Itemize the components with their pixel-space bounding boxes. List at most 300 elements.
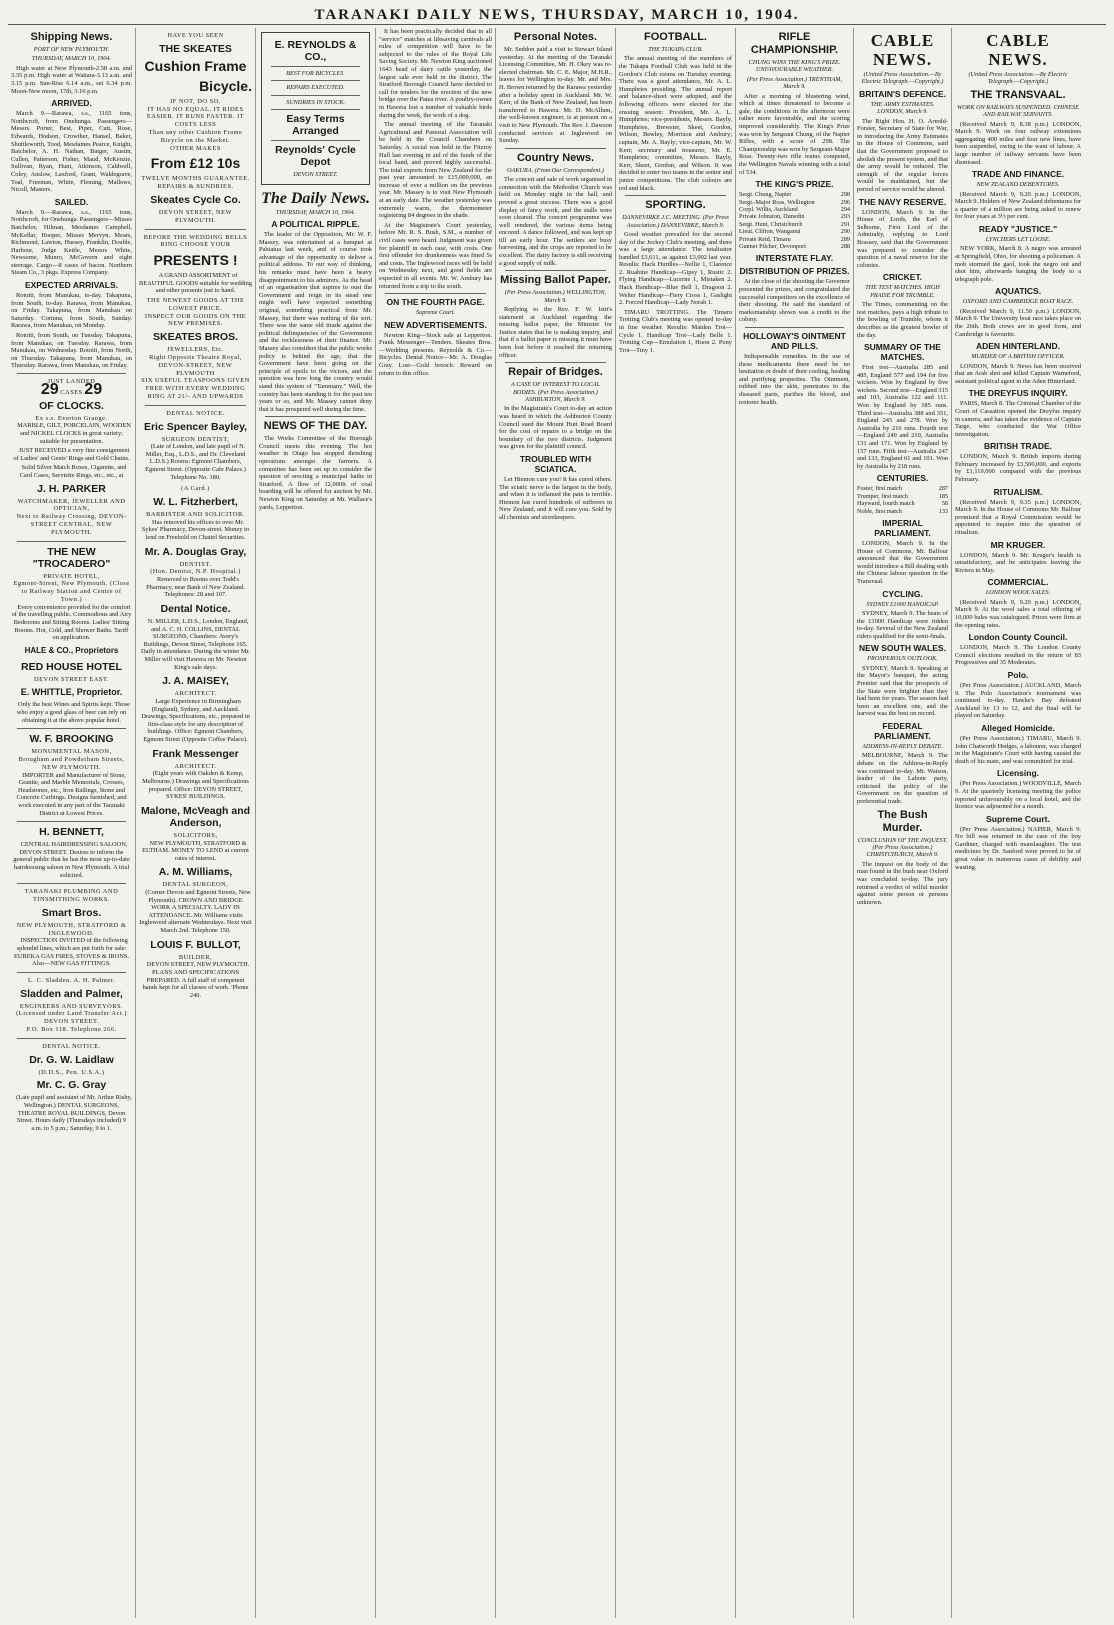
best-for-bicycles: BEST FOR BICYCLES. (286, 70, 345, 77)
whittle-name: E. WHITTLE, Proprietor. (20, 687, 123, 698)
clocks-heading: OF CLOCKS. (39, 399, 104, 412)
british-trade-heading: BRITISH TRADE. (984, 441, 1052, 452)
hale-proprietors: HALE & CO., Proprietors (24, 645, 119, 655)
skeates-bros-address: Right Opposite Theatre Royal, DEVON-STREET, NEW PLYMOUTH (149, 353, 242, 377)
divider (271, 140, 360, 141)
scores-body (739, 191, 850, 250)
rifle-heading: RIFLE CHAMPIONSHIP. (750, 31, 839, 56)
supreme-court-heading: Supreme Court. (986, 813, 1050, 824)
guarantee: TWELVE MONTHS GUARANTEE. (141, 175, 250, 183)
divider (17, 883, 126, 884)
brooking-trade: MONUMENTAL MASON, (31, 748, 112, 756)
other-makes: OTHER MAKES (170, 144, 221, 152)
red-house-ad (11, 661, 132, 725)
gray-text: (Late pupil and assistant of Mr. Arthur Rishy, Wellington.) DENTAL SURGEONS, THEATRE ROYAL BUILDINGS, Devon Street. Hours daily (Thursdays included) 9 a.m. to 5 p.m.; Saturday, 9 to 1. (16, 1094, 132, 1132)
table-cell-score: 294 (840, 205, 850, 213)
skeates-title: THE SKEATES (159, 42, 232, 55)
bullot-name: LOUIS F. BULLOT, (150, 938, 241, 951)
transvaal-text: (Received March 9, 8.38 p.m.) LONDON, March 9. Work on four railway extensions aggregating 400 miles and four new lines, have been suspended, owing to the want of labour. A large number of railway servants have been dismissed. (955, 120, 1081, 166)
hotel-text: Every convenience provided for the comfort of the travelling public. Commodious and Airy Bedrooms and Sitting Rooms. Ladies' Sitting Rooms. Hot, Cold, and Shower Baths. Tariff on application. (11, 603, 132, 642)
leader-text: The leader of the Opposition, Mr. W. F. Massey, was entertained at a banquet at Pahiatua last week, and of course took advantage of the opportunity to deliver a political address. To our way of thinking, his remarks must have been a heavy disappointment to his admirers. As the head of an organisation that aspires to oust the Government and reign in its stead one might well have expected something original, something practical from Mr. Massey, but there was nothing of the sort. There was the same old tirade against the political delinquencies of the Government and the recklessness of their finance. Mr. Massey also considers that the public works policy is behind the age, that the Government have been going on the principle of spoils to the victors, and the question was how long the country would stand this system of "Tammany." Well, the country has been standing it for the past ten years or so, and Mr. Massey cannot deny that it has prospered well during the time. (259, 231, 372, 413)
rifle-text: After a morning of blustering wind, which at times threatened to become a gale, the conditions in the afternoon were rather more favourable, and the scoring improved considerably. The King's Prize was won by Sergeant Chung, of the Napier Rifles, with a score of 298. The Championship was won by Sergeant-Major Ross. Twenty-two rifle teams competed, the Wellington Navals winning with a total of 534. (739, 92, 850, 176)
smart-bros-text: INSPECTION INVITED of the following splendid lines, which are put forth for sale: EUREKA GAS FIRES, STOVES & IRONS. Also—NEW GAS FITTINGS. (13, 937, 130, 968)
score-row (739, 213, 850, 220)
sladden-telephone: P.O. Box 118. Telephone 266. (26, 1025, 117, 1033)
messenger-text: (Eight years with Oakden & Kemp, Melbourne.) Drawings and Specifications prepared. Office: DEVON STREET, SYKES' BUILDINGS. (142, 770, 249, 801)
defence-sub: THE ARMY ESTIMATES. LONDON, March 9. (870, 100, 935, 116)
distribution-text: At the close of the shooting the Governor presented the prizes, and congratulated the successful competitors on the excellence of their shooting. He said the standard of marksmanship shown was a credit to the colony. (739, 278, 850, 324)
cycling-text: SYDNEY, March 9. The heats of the £1000 Handicap were ridden to-day. Several of the New Zealand riders qualified for the semi-finals. (857, 610, 948, 640)
bush-murder-sub: CONCLUSION OF THE INQUEST. (Per Press Association.) CHRISTCHURCH, March 9. (857, 836, 948, 859)
skeates-bros-trade: JEWELLERS, Etc. (167, 346, 224, 354)
shipping-date: THURSDAY, MARCH 10, 1904. (31, 55, 112, 63)
ballot-text: Replying to the Rev. F. W. Isitt's statement at Auckland regarding the missing ballot paper, the Minister for Justice states that he is making inquiry, and that if a ballot paper is missing it must have been lost before it reached the returning officer. (499, 306, 612, 359)
malone-text: NEW PLYMOUTH, STRATFORD & ELTHAM. MONEY TO LEND at current rates of interest. (142, 839, 249, 862)
cable-news-heading-2: CABLE NEWS. (986, 31, 1050, 69)
table-cell-name: Gunner Pilcher, Devonport (739, 243, 806, 250)
plumbing-heading: TARANAKI PLUMBING AND TINSMITHING WORKS. (24, 888, 119, 903)
parker-address: Next to Railway Crossing, DEVON-STREET CENTRAL, NEW PLYMOUTH. (16, 513, 127, 536)
claims: IT HAS NO EQUAL. IT RIDES EASIER. IT RUNS FASTER. IT COSTS LESS (146, 105, 245, 129)
lcc-text: LONDON, March 9. The London County Council elections resulted in the return of 83 Progressives and 35 Moderates. (955, 644, 1081, 667)
grand-text: A GRAND ASSORTMENT of BEAUTIFUL GOODS suitable for wedding and other presents just to hand. (139, 272, 253, 295)
polo-heading: Polo. (1007, 669, 1029, 680)
table-cell-name: Hayward, fourth match (857, 500, 915, 508)
licensing-text: (Per Press Association.) WOODVILLE, March 9. At the quarterly licensing meeting the police reported unfavourably on a local hotel, and the licence was adjourned for a month. (955, 780, 1081, 811)
divider (271, 80, 360, 81)
country-news-text: The concert and sale of work organised in connection with the Methodist Church was held on Monday night in the hall, and proved a great success. There was a good display of fancy work, and the stalls were soon cleared. The concert programme was well rendered, the various items being encored. A dance followed, and was kept up till an early hour. The settlers are busy harvesting, and the crops are reported to be excellent. The dairy factory is still receiving a good supply of milk. (499, 176, 612, 267)
navy-text: LONDON, March 9. In the House of Lords, the Earl of Selborne, First Lord of the Admiralty, replying to Lord Brassey, said that the Government was prepared to consider the question of a naval reserve for the colonies. (857, 208, 948, 269)
cushion-frame: Cushion Frame (144, 57, 247, 74)
red-house-name: RED HOUSE HOTEL (21, 660, 122, 673)
smart-bros-name: Smart Bros. (41, 906, 102, 919)
divider (505, 362, 606, 363)
holloway-text: Indispensable remedies. In the use of these medicaments there need be no hesitation or doubt of their cooling, healing and purifying properties. The Ointment, rubbed into the skin, penetrates to the diseased parts, purifies the blood, and restores health. (739, 352, 850, 406)
table-cell-score: 298 (840, 191, 850, 199)
trocadero-ad (11, 546, 132, 657)
table-cell-name: Private Johnston, Dunedin (739, 213, 805, 221)
divider (145, 229, 246, 230)
brooking-text: IMPORTER and Manufacturer of Stone, Granite, and Marble Memorials, Crosses, Headstones, etc., Iron Railings, Stone and Concrete Curbings. Designs furnished, and work executed in any part of the Taranaki District at Lowest Prices. (16, 771, 127, 817)
malone-name: Malone, McVeagh and Anderson, (140, 804, 251, 829)
sladden-trade: ENGINEERS AND SURVEYORS. (19, 1002, 124, 1010)
column-6 (616, 28, 736, 1618)
inspect-goods: INSPECT OUR GOODS ON THE NEW PREMISES. (144, 312, 247, 328)
supreme-court-text: (Per Press Association.) NAPIER, March 9. No bill was returned in the case of the boy Gardiner, charged with manslaughter. The test medicines by Dr. Sanford were proved to be of great value in numerous cases of debility and wasting. (955, 825, 1081, 871)
teaspoons-offer: SIX USEFUL TEASPOONS GIVEN FREE WITH EVERY WEDDING RING AT 21/- AND UPWARDS (141, 377, 250, 400)
divider (265, 416, 366, 417)
centuries-heading: CENTURIES. (876, 473, 929, 484)
table-cell-name: Private Reid, Timaru (739, 235, 791, 243)
sladden-ad (11, 977, 132, 1034)
table-cell-score: 288 (840, 243, 850, 250)
bayley-ad (139, 410, 252, 482)
just-landed: JUST LANDED (47, 378, 96, 385)
homicide-heading: Alleged Homicide. (981, 722, 1055, 733)
federal-text: MELBOURNE, March 9. The debate on the Address-in-Reply was continued to-day. Mr. Watson, leader of the Labour party, criticised the policy of the Government on the question of preferential trade. (857, 752, 948, 805)
brooking-name: W. F. BROOKING (29, 733, 114, 746)
sporting-text: Good weather prevailed for the second day of the Jockey Club's meeting, and there was a large attendance. The totalisator handled £3,611, as against £3,002 last year. Results: Hack Hurdles—Nellie 1, Clarence 2. Ruahine Handicap—Gipsy 1, Rustic 2. Flying Handicap—Lucerne 1, Mistaken 2. Hack Handicap—Blue Bell 1, Dragoon 2. Welter Handicap—Fiery Cross 1, Gaslight 2. Forced Handicap—Lady Norah 1. (619, 230, 732, 307)
maisey-ad (139, 675, 252, 743)
kruger-text: LONDON, March 9. Mr. Kruger's health is unsatisfactory, and he anticipates leaving the Riviera in May. (955, 551, 1081, 574)
sporting-sub: DANNEVIRKE J.C. MEETING. (Per Press Association.) DANNEVIRKE, March 9. (622, 214, 729, 229)
sciatica-heading: TROUBLED WITH SCIATICA. (519, 454, 592, 474)
score-row (739, 206, 850, 213)
cricket-text: The Times, commenting on the test matches, pays a high tribute to the bowling of Trumble, whom it describes as the greatest bowler of the day. (857, 301, 948, 339)
cases-number: 29 (40, 380, 59, 398)
expected-text: Rotoiti, from Manukau, to-day. Takapuna, from South, to-day. Rarawa, from Manukau, on Friday. Takapuna, from Manukau on Saturday. Corinna, from South, Sunday. Rarawa, from Manukau, on Monday. (11, 292, 132, 330)
news-of-the-day-heading: NEWS OF THE DAY. (263, 420, 368, 433)
williams-text: (Corner Devon and Egmont Streets, New Plymouth). CROWN AND BRIDGE WORK A SPECIALTY. LADY IN ATTENDANCE. Mr. Williams visits Inglewood alternate Wednesdays. Next visit March 2nd. Telephone 150. (139, 889, 252, 935)
whittle-text: Only the best Wines and Spirits kept. Those who enjoy a good glass of beer can rely on obtaining it at the above popular hotel. (16, 701, 131, 724)
aden-text: LONDON, March 9. News has been received that an Arab shot and killed Captain Warneford, assistant political agent in the Aden Hinterland. (955, 362, 1081, 385)
licensing-heading: Licensing. (996, 768, 1040, 779)
country-news-sub: OAKURA. (From Our Correspondent.) (507, 166, 604, 174)
douglas-gray-name: Mr. A. Douglas Gray, (144, 545, 247, 558)
dental-notice: DENTAL NOTICE. (42, 1042, 101, 1050)
column-5 (496, 28, 616, 1618)
clocks-sub: Ex s.s. Everton Grange. (35, 414, 108, 422)
football-sub: THE TUKAPA CLUB. (648, 46, 703, 53)
new-ads-text: Newton King—Stock sale at Lepperton. Frank Messenger—Tenders. Skeates Bros.—Wedding presents. Reynolds & Co.—Bicycles. Dental Notice—Mr. A. Douglas Gray. Lost—Gold brooch. Reward on return to this office. (379, 331, 492, 377)
rifle-location: (Per Press Association.) TRENTHAM, March 9. (746, 75, 843, 91)
divider (145, 405, 246, 406)
table-cell-score: 287 (938, 485, 948, 493)
federal-sub: ADDRESS-IN-REPLY DEBATE. (862, 742, 943, 750)
century-row (857, 493, 948, 500)
smart-bros-address: NEW PLYMOUTH, STRATFORD & INGLEWOOD. (16, 921, 127, 937)
bullot-text: DEVON STREET, NEW PLYMOUTH. PLANS AND SPECIFICATIONS PREPARED. A full staff of competent hands kept for all classes of work. 'Phone 240. (142, 961, 250, 999)
skeates-bros-name: SKEATES BROS. (153, 331, 238, 344)
fourth-page-sub: Supreme Court. (416, 309, 455, 317)
kruger-heading: MR KRUGER. (990, 539, 1046, 550)
skeates-cycle-name: Skeates Cycle Co. (150, 193, 241, 206)
arrived-heading: ARRIVED. (51, 98, 92, 109)
skeates-question: HAVE YOU SEEN (167, 32, 224, 39)
consign-text: JUST RECEIVED a very fine consignment of Ladies' and Gents' Rings and Gold Chains. (13, 447, 130, 462)
aquatics-sub: OXFORD AND CAMBRIDGE BOAT RACE. (962, 298, 1074, 306)
williams-ad (139, 866, 252, 934)
divider (385, 293, 486, 294)
cable-news-sub-2: (United Press Association.—By Electric Telegraph.—Copyright.) (968, 71, 1068, 86)
score-row (739, 191, 850, 198)
gray-name: Mr. C. G. Gray (36, 1079, 107, 1092)
score-row (739, 221, 850, 228)
results-text: TIMARU TROTTING. The Timaru Trotting Club's meeting was opened to-day in fine weather. Results: Maiden Trot—Cycle 1. Handicap Trot—Lady Belle 1. Trotting Cup—Emulation 1, Huon 2. Pony Trot—Tiny 1. (619, 308, 732, 354)
brooking-address: Brougham and Powderham Streets, NEW PLYMOUTH. (18, 756, 125, 771)
nsw-sub: PROSPEROUS OUTLOOK. (867, 655, 938, 663)
century-row (857, 485, 948, 492)
summary-text: First test—Australia 285 and 485, England 577 and 194 for five wickets. Won by England by five wickets. Second test—England 315 and 103, Australia 122 and 111. Won by England by 185 runs. Third test—Australia 388 and 351, England 245 and 278. Won by Australia by 216 runs. Fourth test—England 249 and 210, Australia 131 and 171. Won by England by 157 runs. Fifth test—Australia 247 and 133, England 61 and 101. Won by Australia by 218 runs. (857, 364, 948, 470)
intro-text: It has been practically decided that in all "service" matches at lifesaving carnivals all rules of competition will have to be subjected to the rules of the Royal Life Saving Society. Mr. Newton King auctioned 1643 head of dairy cattle yesterday, the largest sale ever held in the district. The Stratford Borough Council have decided to call for tenders for the erection of the new bridge over the Patea river. A poultry-owner in Hawera lost a number of valuable birds during the week, the work of a dog. (379, 28, 493, 119)
cycle-depot: Reynolds' Cycle Depot (275, 144, 356, 169)
issue-date: THURSDAY, MARCH 10, 1904. (275, 208, 356, 216)
personal-notes-text: Mr. Seddon paid a visit to Stewart Island yesterday. At the meeting of the Taranaki Licensing Committee, Mr. H. Okey was re-elected chairman. Mr. C. E. Major, M.H.R., leaves for Wellington to-day. Mr. and Mrs. H. Brown returned by the Rarawa yesterday after a holiday spent in Auckland. Mr. W. Kerr, of the Bank of New Zealand, has been transferred to Hawera. Mr. D. McAllum, the well-known engineer, is at present on a visit to New Plymouth. The Rev. J. Dawson conducted services at Inglewood on Sunday. (499, 46, 612, 145)
trade-text: (Received March 9, 9.20 p.m.) LONDON, March 9. Holders of New Zealand debentures for a quarter of a million are being asked to renew for four years at 3½ per cent. (955, 190, 1081, 221)
table-cell-score: 185 (938, 492, 948, 500)
departures-text: Rotoiti, from South, on Tuesday. Takapuna, from Manukau, on Tuesday. Rarawa, from Manukau, on Wednesday. Rotoiti, from North, on Thursday. Takapuna, from Manukau, on Thursday. Rarawa, from Manukau, on Friday. (11, 332, 132, 370)
imperial-heading: IMPERIAL PARLIAMENT. (874, 518, 931, 539)
defence-heading: BRITAIN'S DEFENCE. (859, 88, 946, 99)
table-cell-name: Sergt. Chung, Napier (739, 191, 792, 199)
repairs-executed: REPAIRS EXECUTED. (286, 84, 345, 92)
ballot-heading: Missing Ballot Paper. (500, 274, 611, 287)
newest-goods: THE NEWEST GOODS AT THE LOWEST PRICE. (146, 296, 245, 312)
table-cell-name: Foster, first match (857, 485, 902, 493)
table-cell-name: Sergt. Hunt, Christchurch (739, 220, 803, 228)
malone-trade: SOLICITORS, (173, 831, 218, 839)
douglas-gray-qualification: (Hon. Dentist, N.P. Hospital.) (150, 568, 241, 576)
ballot-sub: (Per Press Association.) WELLINGTON, March 9. (504, 289, 607, 304)
lcc-heading: London County Council. (968, 632, 1068, 643)
sundries-in-stock: SUNDRIES IN STOCK. (286, 98, 345, 106)
score-row (739, 243, 850, 250)
fitzherbert-name: W. L. Fitzherbert, (153, 496, 238, 509)
bennett-name: H. BENNETT, (39, 826, 104, 839)
cycling-heading: CYCLING. (882, 588, 923, 599)
also-text: Solid Silver Match Boxes, Cigarette, and Card Cases, Serviette Rings, etc., etc., at (19, 464, 127, 479)
divider (271, 66, 360, 67)
table-cell-score: 58 (941, 500, 948, 508)
aden-heading: ADEN HINTERLAND. (975, 341, 1061, 352)
dental-notice-heading: Dental Notice. (160, 603, 231, 616)
red-house-address: DEVON STREET EAST. (34, 675, 109, 683)
table-cell-score: 289 (840, 235, 850, 243)
bicycle-word: Bicycle. (199, 77, 252, 94)
cable-news-heading: CABLE NEWS. (870, 31, 935, 69)
cricket-sub: THE TEST MATCHES. HIGH PRAISE FOR TRUMBLE. (865, 284, 940, 299)
douglas-gray-trade: DENTIST. (179, 560, 212, 568)
column-3 (256, 28, 376, 1618)
skeates-cushion-ad (139, 32, 252, 225)
malone-ad (139, 805, 252, 863)
cricket-heading: CRICKET. (882, 272, 923, 283)
arrived-text: March 9.—Rarawa, s.s., 1165 tons, Northcroft, from Onehunga. Passengers—Messrs. Porter, Best, Piper, Cutt, Rose, Edwards, Hodson, Crowther, Hansel, Baker, Shuttleworth, Tood, Mesdames Pearce, Knight, Batchelor, A. H. Nathan, Batger, Austin, Cullen, Patterson, Fisher, Maud, McKenzie, Sullivan, Ryan, Hunt, Atkinson, Caldwell, Coley, Anslow, Laxford, Grant, Waldegrave, Toal, Freeman, White, Fleming, Mallows, Nicoll, Masters. (11, 110, 132, 194)
table-cell-name: Noble, first match (857, 507, 902, 515)
new-ads-heading: NEW ADVERTISEMENTS. (384, 319, 487, 330)
football-text: The annual meeting of the members of the Tukapa Football Club was held in the Gordon's Club rooms on Tuesday evening. There was a good attendance, Mr. A. L. Humphries presiding. The annual report and balance-sheet were adopted, and the following officers were elected for the ensuing season: President, Mr. A. L. Humphries; vice-presidents, Messrs. Bayly, Humphries, Brewster, Skeet, Gordon, Wilson, Bewley, Morrison and Ambury; captain, Mr. A. Bayly; vice-captain, Mr. W. Kerr; secretary and treasurer, Mr. E. Humphries; committee, Messrs. Bayly, Kerr, Skeet, Gordon, and Wilson. It was decided to enter two teams in the senior and junior competitions. The club colours are red and black. (619, 55, 732, 192)
hotel-address: Egmont-Street, New Plymouth. (Close to Railway Station and Centre of Town.) (13, 580, 130, 603)
sporting-heading: SPORTING. (645, 199, 706, 212)
tides-text: High water at New Plymouth-2.58 a.m. and 3.35 p.m. High water at Waitara-3.13 a.m. and 3.15 p.m. Sun-Rise 6.14 a.m., set 6.34 p.m. Moon-New moon, 17th, 3.16 p.m. (11, 64, 132, 95)
parker-name: J. H. PARKER (37, 482, 106, 495)
divider (505, 270, 606, 271)
cable-news-sub: (United Press Association.—By Electric Telegraph.—Copyright.) (861, 71, 944, 86)
notes-text: The annual meeting of the Taranaki Agricultural and Pastoral Association will be held in the Council Chambers on Saturday. A social was held in the Fitzroy Hall last evening in aid of the funds of the local band, and proved highly successful. The total exports from New Zealand for the past year amounted to £15,000,000, an increase of over a million on the previous year. Mr. Massey is to visit New Plymouth at an early date. The weather yesterday was extremely warm, the thermometer registering 84 degrees in the shade. (379, 121, 492, 220)
scores-table (739, 191, 850, 250)
if-not: IF NOT, DO SO. (170, 97, 221, 105)
bridges-text: In the Magistrate's Court to-day an action was heard in which the Ashburton County Council sued the Mount Hutt Road Board for the cost of repairs to a bridge on the boundary of the two districts. Judgment was given for the plaintiff council. (499, 405, 612, 451)
hotel-sub: PRIVATE HOTEL, (43, 572, 100, 580)
leader-heading: A POLITICAL RIPPLE. (271, 219, 360, 230)
column-8 (854, 28, 952, 1618)
commercial-text: (Received March 9, 9.20 p.m.) LONDON, March 9. At the wool sales a total offering of 10,000 bales was catalogued. Prices were firm at the opening rates. (955, 598, 1081, 629)
column-9 (952, 28, 1084, 1618)
century-row (857, 500, 948, 507)
divider (625, 195, 726, 196)
presents-ad (139, 234, 252, 401)
bennett-ad (11, 826, 132, 879)
court-text: At the Magistrate's Court yesterday, before Mr. R. S. Bush, S.M., a number of civil cases were heard. Judgment was given for plaintiff in each case, with costs. One first offender for drunkenness was fined 5s and costs. The Inglewood races will be held on Wednesday next, and good fields are expected in all events. Mr. W. Ambury has returned from a trip to the south. (379, 221, 492, 290)
homicide-text: (Per Press Association.) TIMARU, March 9. John Chatworth Hedges, a labourer, was charged in the Magistrate's Court with having caused the death of his mate, and was committed for trial. (955, 734, 1081, 765)
bayley-trade: SURGEON DENTIST, (161, 435, 230, 443)
aden-sub: MURDER OF A BRITISH OFFICER. (971, 353, 1065, 361)
williams-name: A. M. Williams, (158, 866, 233, 879)
distribution-heading: DISTRIBUTION OF PRIZES. (739, 266, 850, 277)
messenger-ad (139, 748, 252, 801)
divider (745, 327, 844, 328)
ritualism-text: (Received March 9, 9.35 p.m.) LONDON, March 9. In the House of Commons Mr. Balfour promised that a Royal Commission would be appointed to inquire into the question of ritualism. (955, 498, 1081, 537)
messenger-name: Frank Messenger (152, 747, 239, 760)
bayley-name: Eric Spencer Bayley, (143, 420, 248, 433)
bush-murder-text: The inquest on the body of the man found in the bush near Oxford was concluded to-day. The jury returned a verdict of wilful murder against some person or persons unknown. (857, 860, 948, 906)
douglas-gray-text: Removed to Rooms over Todd's Pharmacy, near Bank of New Zealand. Telephones: 28 and 107. (146, 576, 245, 599)
nsw-text: SYDNEY, March 9. Speaking at the Mayor's banquet, the acting Premier said that the prospects of the State were brighter than they had been for years. The season had been an excellent one, and the harvest was the best on record. (857, 664, 948, 718)
messenger-trade: ARCHITECT. (174, 762, 217, 770)
laidlaw-name: Dr. G. W. Laidlaw (29, 1053, 114, 1066)
divider (17, 373, 126, 374)
transvaal-sub: WORK ON RAILWAYS SUSPENDED. CHINESE AND RAILWAY SERVANTS. (957, 103, 1079, 119)
maisey-trade: ARCHITECT. (174, 690, 217, 698)
polo-text: (Per Press Association.) AUCKLAND, March 9. The Polo Association's tournament was continued to-day. Hawke's Bay defeated Auckland by 13 to 12, and the final will be played on Saturday. (955, 681, 1081, 720)
trade-sub: NEW ZEALAND DEBENTURES. (976, 181, 1060, 189)
country-news-heading: Country News. (516, 151, 594, 164)
column-7 (736, 28, 854, 1618)
divider (17, 972, 126, 973)
transvaal-heading: THE TRANSVAAL. (970, 88, 1066, 101)
nsw-heading: NEW SOUTH WALES. (859, 643, 946, 654)
federal-heading: FEDERAL PARLIAMENT. (874, 720, 931, 741)
table-cell-name: Trumper, first match (857, 492, 908, 500)
imperial-text: LONDON, March 9. In the House of Commons, Mr. Balfour announced that the Government would introduce a Bill dealing with the Chinese labour question in the Transvaal. (857, 540, 948, 585)
price-from: From £12 10s (150, 155, 241, 172)
cycling-sub: SYDNEY £1000 HANDICAP. (866, 600, 939, 608)
divider (271, 95, 360, 96)
table-cell-score: 133 (938, 507, 948, 515)
column-2 (136, 28, 256, 1618)
fitzherbert-text: Has removed his offices to over Mr. Sykes' Pharmacy, Devon-street. Money to lend on Freehold on Chattel Securities. (141, 518, 250, 542)
fitzherbert-ad (139, 485, 252, 541)
score-row (739, 236, 850, 243)
table-cell-score: 291 (840, 220, 850, 228)
centuries-body (857, 485, 948, 515)
cases-label: CASES (60, 388, 83, 396)
table-cell-name: Corpl. Willis, Auckland (739, 205, 798, 213)
century-row (857, 508, 948, 515)
expected-heading: EXPECTED ARRIVALS. (24, 280, 119, 291)
bayley-text: (Late of London, and late pupil of N. Miller, Esq., L.D.S., and Dr. Cleveland L.D.S.) Rooms: Egmont Chambers, Egmont Street. (Opposite Cafe Palace.) Telephone No. 180. (145, 443, 246, 481)
parker-trade: WATCHMAKER, JEWELLER AND OPTICIAN, (17, 497, 126, 513)
clocks-ad (11, 378, 132, 537)
table-cell-name: Sergt.-Major Ross, Wellington (739, 198, 815, 206)
dental-notice: DENTAL NOTICE. (166, 409, 225, 417)
table-cell-score: 293 (840, 213, 850, 221)
aquatics-heading: AQUATICS. (994, 286, 1042, 297)
summary-heading: SUMMARY OF THE MATCHES. (864, 342, 941, 363)
ready-justice-text: NEW YORK, March 8. A negro was arrested at Springfield, Ohio, for shooting a policeman. A mob stormed the gaol, took the negro out and shot him, afterwards hanging the body to a telegraph pole. (955, 245, 1081, 283)
scores-heading: THE KING'S PRIZE. (755, 179, 834, 190)
score-row (739, 199, 850, 206)
hotel-name: THE NEW "TROCADERO" (32, 545, 111, 570)
divider (271, 109, 360, 110)
port-label: PORT OF NEW PLYMOUTH. (33, 46, 110, 53)
sladden-address: (Licensed under Land Transfer Act.) DEVON STREET. (16, 1010, 127, 1026)
bullot-trade: BUILDER, (178, 953, 213, 961)
divider (505, 148, 606, 149)
table-cell-name: Lieut. Clifton, Wanganui (739, 228, 801, 236)
columns (8, 28, 1106, 1618)
holloway-heading: HOLLOWAY'S OINTMENT AND PILLS. (743, 330, 846, 351)
depot-address: DEVON STREET. (293, 171, 338, 179)
fourth-page-heading: ON THE FOURTH PAGE. (386, 297, 485, 308)
other-text: Than any other Cushion Frame Bicycle on the Market. (148, 128, 243, 144)
divider (17, 541, 126, 542)
rifle-sub: CHUNG WINS THE KING'S PRIZE. UNFAVOURABLE WEATHER. (748, 59, 841, 74)
ready-justice-heading: READY "JUSTICE." (978, 223, 1058, 234)
bennett-text: CENTRAL HAIRDRESSING SALOON, DEVON STREET. Desires to inform the general public that he has the most up-to-date hairdressing saloon in New Plymouth. A trial solicited. (13, 841, 130, 879)
divider (17, 728, 126, 729)
repairs-sundries: REPAIRS & SUNDRIES. (157, 183, 234, 191)
laidlaw-ad (11, 1043, 132, 1133)
paper-nameplate: The Daily News. (261, 189, 370, 207)
wedding-text: BEFORE THE WEDDING BELLS RING CHOOSE YOUR (143, 233, 248, 249)
masthead: TARANAKI DAILY NEWS, THURSDAY, MARCH 10, 1904. (8, 6, 1106, 25)
centuries-table (857, 485, 948, 515)
dreyfus-text: PARIS, March 8. The Criminal Chamber of the Court of Cassation opened the Dreyfus inquiry in camera, and has taken the evidence of Captain Targe, who conducted the War Office investigation. (955, 400, 1081, 438)
smart-bros-ad (11, 888, 132, 968)
skeates-cycle-address: DEVON STREET, NEW PLYMOUTH. (158, 208, 233, 224)
easy-terms: Easy Terms Arranged (286, 113, 345, 138)
bullot-ad (139, 939, 252, 1000)
navy-heading: THE NAVY RESERVE. (858, 196, 947, 207)
score-row (739, 228, 850, 235)
commercial-sub: LONDON WOOL SALES. (985, 589, 1051, 597)
presents-heading: PRESENTS ! (153, 252, 238, 269)
reynolds-name: E. REYNOLDS & CO., (274, 39, 357, 63)
miller-text: N. MILLER, L.D.S., London, England, and A. C. H. COLLINS, DENTAL SURGEONS, Chambers: Avery's Buildings, Devon Street, Telephone 165. Daily in attendance. During the winter Mr. Miller will visit Hawera on Mr. Newton King's sale days. (141, 618, 250, 671)
sciatica-text: Let Hiemon cure you! It has cured others. The sciatic nerve is the largest in the body, and when it is inflamed the pain is terrible. Hiemon has cured hundreds of sufferers in New Zealand, and it will cure you. Sold by all chemists and storekeepers. (499, 476, 612, 521)
cases-number-right: 29 (84, 380, 103, 398)
sailed-heading: SAILED. (54, 196, 89, 207)
williams-trade: DENTAL SURGEON, (162, 881, 229, 889)
aquatics-text: (Received March 9, 11.50 p.m.) LONDON, March 9. The University boat race takes place on the 26th. Both crews are in good form, and Cambridge is favourite. (955, 307, 1081, 338)
table-cell-score: 296 (840, 198, 850, 206)
british-trade-text: LONDON, March 9. British imports during February increased by £3,500,000, and exports by £1,119,000 compared with the previous February. (955, 453, 1081, 484)
maisey-name: J. A. MAISEY, (162, 675, 229, 688)
card-label: (A Card.) (181, 485, 210, 493)
bridges-heading: Repair of Bridges. (508, 366, 603, 379)
table-cell-score: 290 (840, 228, 850, 236)
sladden-names: L. C. Sladden. A. H. Palmer. (28, 976, 115, 984)
bridges-sub: A CASE OF INTEREST TO LOCAL BODIES. (Per Press Association.) ASHBURTON, March 9. (511, 381, 600, 404)
maisey-text: Large Experience in Birmingham (England), Sydney, and Auckland. Drawings, Specifications, etc., prepared in first-class style for any description of buildings. Office: Egmont Chambers, Egmont Street (Opposite Coffee Palace). (141, 697, 250, 743)
column-4 (376, 28, 496, 1618)
defence-text: The Right Hon. H. O. Arnold-Forster, Secretary of State for War, in introducing the Army Estimates in the House of Commons, said that the Government proposed to abolish the present system, and that the army would be reduced. The strength of the regular forces would be maintained, but the period of service would be altered. (857, 117, 948, 193)
fitzherbert-trade: BARRISTER AND SOLICITOR. (146, 511, 245, 519)
personal-notes-heading: Personal Notes. (513, 31, 598, 43)
miller-ad (139, 603, 252, 671)
clocks-text: MARBLE, GILT, PORCELAIN, WOODEN and NICKEL CLOCKS in great variety; suitable for presentation. (17, 422, 131, 445)
reynolds-ad (261, 32, 370, 185)
bush-murder-heading: The Bush Murder. (877, 808, 928, 834)
news-text: The Works Committee of the Borough Council meets this evening. The hot weather in Otago has stopped threshing operations amongst the farmers. A committee has been set up to consider the question of erecting a municipal baths in Stratford. A flow of 12,000ft of coal boarding will be offered for auction by Mr. Newton King on Saturday at Mr. Wallace's yards, Lepperton. (259, 435, 372, 511)
divider (17, 1038, 126, 1039)
ready-justice-sub: LYNCHERS LET LOOSE. (985, 235, 1051, 243)
douglas-gray-ad (139, 546, 252, 599)
interstate-heading: INTERSTATE FLAY. (755, 253, 834, 264)
trade-heading: TRADE AND FINANCE. (971, 169, 1065, 180)
laidlaw-qualification: (D.D.S., Pen. U.S.A.) (38, 1068, 105, 1076)
